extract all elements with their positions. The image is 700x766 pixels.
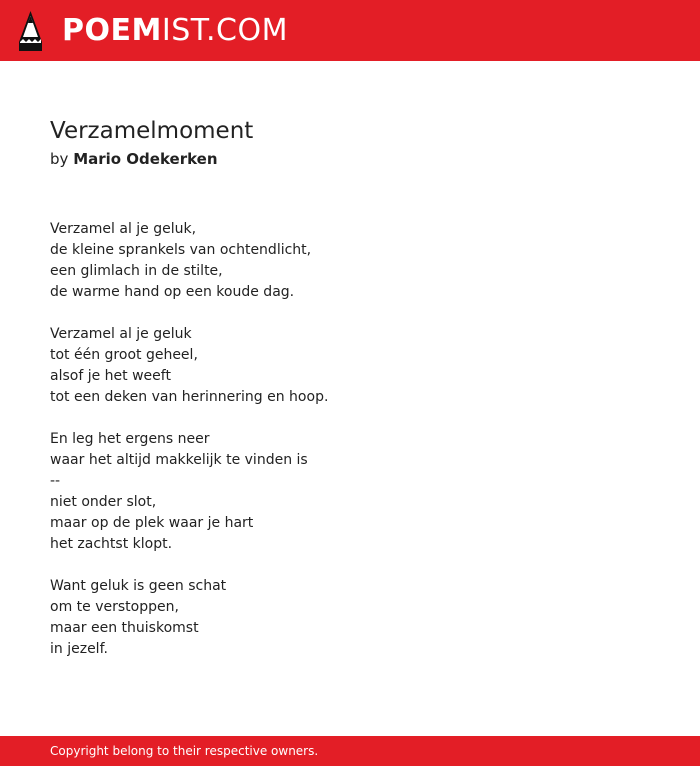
poem-line: de warme hand op een koude dag. xyxy=(50,284,295,300)
poem-line: in jezelf. xyxy=(50,641,108,657)
logo-bold-text: POEM xyxy=(62,13,162,48)
poem-line: het zachtst klopt. xyxy=(50,536,173,552)
copyright-text: Copyright belong to their respective owners. xyxy=(50,744,319,758)
poem-line: waar het altijd makkelijk te vinden is xyxy=(50,452,308,468)
poem-title: Verzamelmoment xyxy=(50,118,254,144)
poem-line: -- xyxy=(50,473,61,489)
poem-line: een glimlach in de stilte, xyxy=(50,263,223,279)
poem-line: Want geluk is geen schat xyxy=(50,578,227,594)
poem-line: om te verstoppen, xyxy=(50,599,179,615)
poem-line: tot één groot geheel, xyxy=(50,347,198,363)
poem-line: niet onder slot, xyxy=(50,494,157,510)
pencil-tip-icon[interactable] xyxy=(17,10,44,52)
poem-line: Verzamel al je geluk xyxy=(50,326,192,342)
poem-line: de kleine sprankels van ochtendlicht, xyxy=(50,242,312,258)
poem-line: alsof je het weeft xyxy=(50,368,171,384)
stanza-break xyxy=(50,303,650,324)
author-name: Mario Odekerken xyxy=(73,150,218,168)
poem-body xyxy=(50,219,650,660)
by-label: by xyxy=(50,150,69,168)
poem-line: maar op de plek waar je hart xyxy=(50,515,254,531)
site-logo[interactable] xyxy=(62,11,288,51)
stanza-break xyxy=(50,555,650,576)
byline xyxy=(50,149,218,169)
poem-line: Verzamel al je geluk, xyxy=(50,221,197,237)
poem-line: En leg het ergens neer xyxy=(50,431,210,447)
logo-light-text: IST.COM xyxy=(161,13,288,48)
poem-line: maar een thuiskomst xyxy=(50,620,199,636)
footer-bar xyxy=(0,736,700,766)
stanza-break xyxy=(50,408,650,429)
header-bar xyxy=(0,0,700,61)
poem-line: tot een deken van herinnering en hoop. xyxy=(50,389,329,405)
